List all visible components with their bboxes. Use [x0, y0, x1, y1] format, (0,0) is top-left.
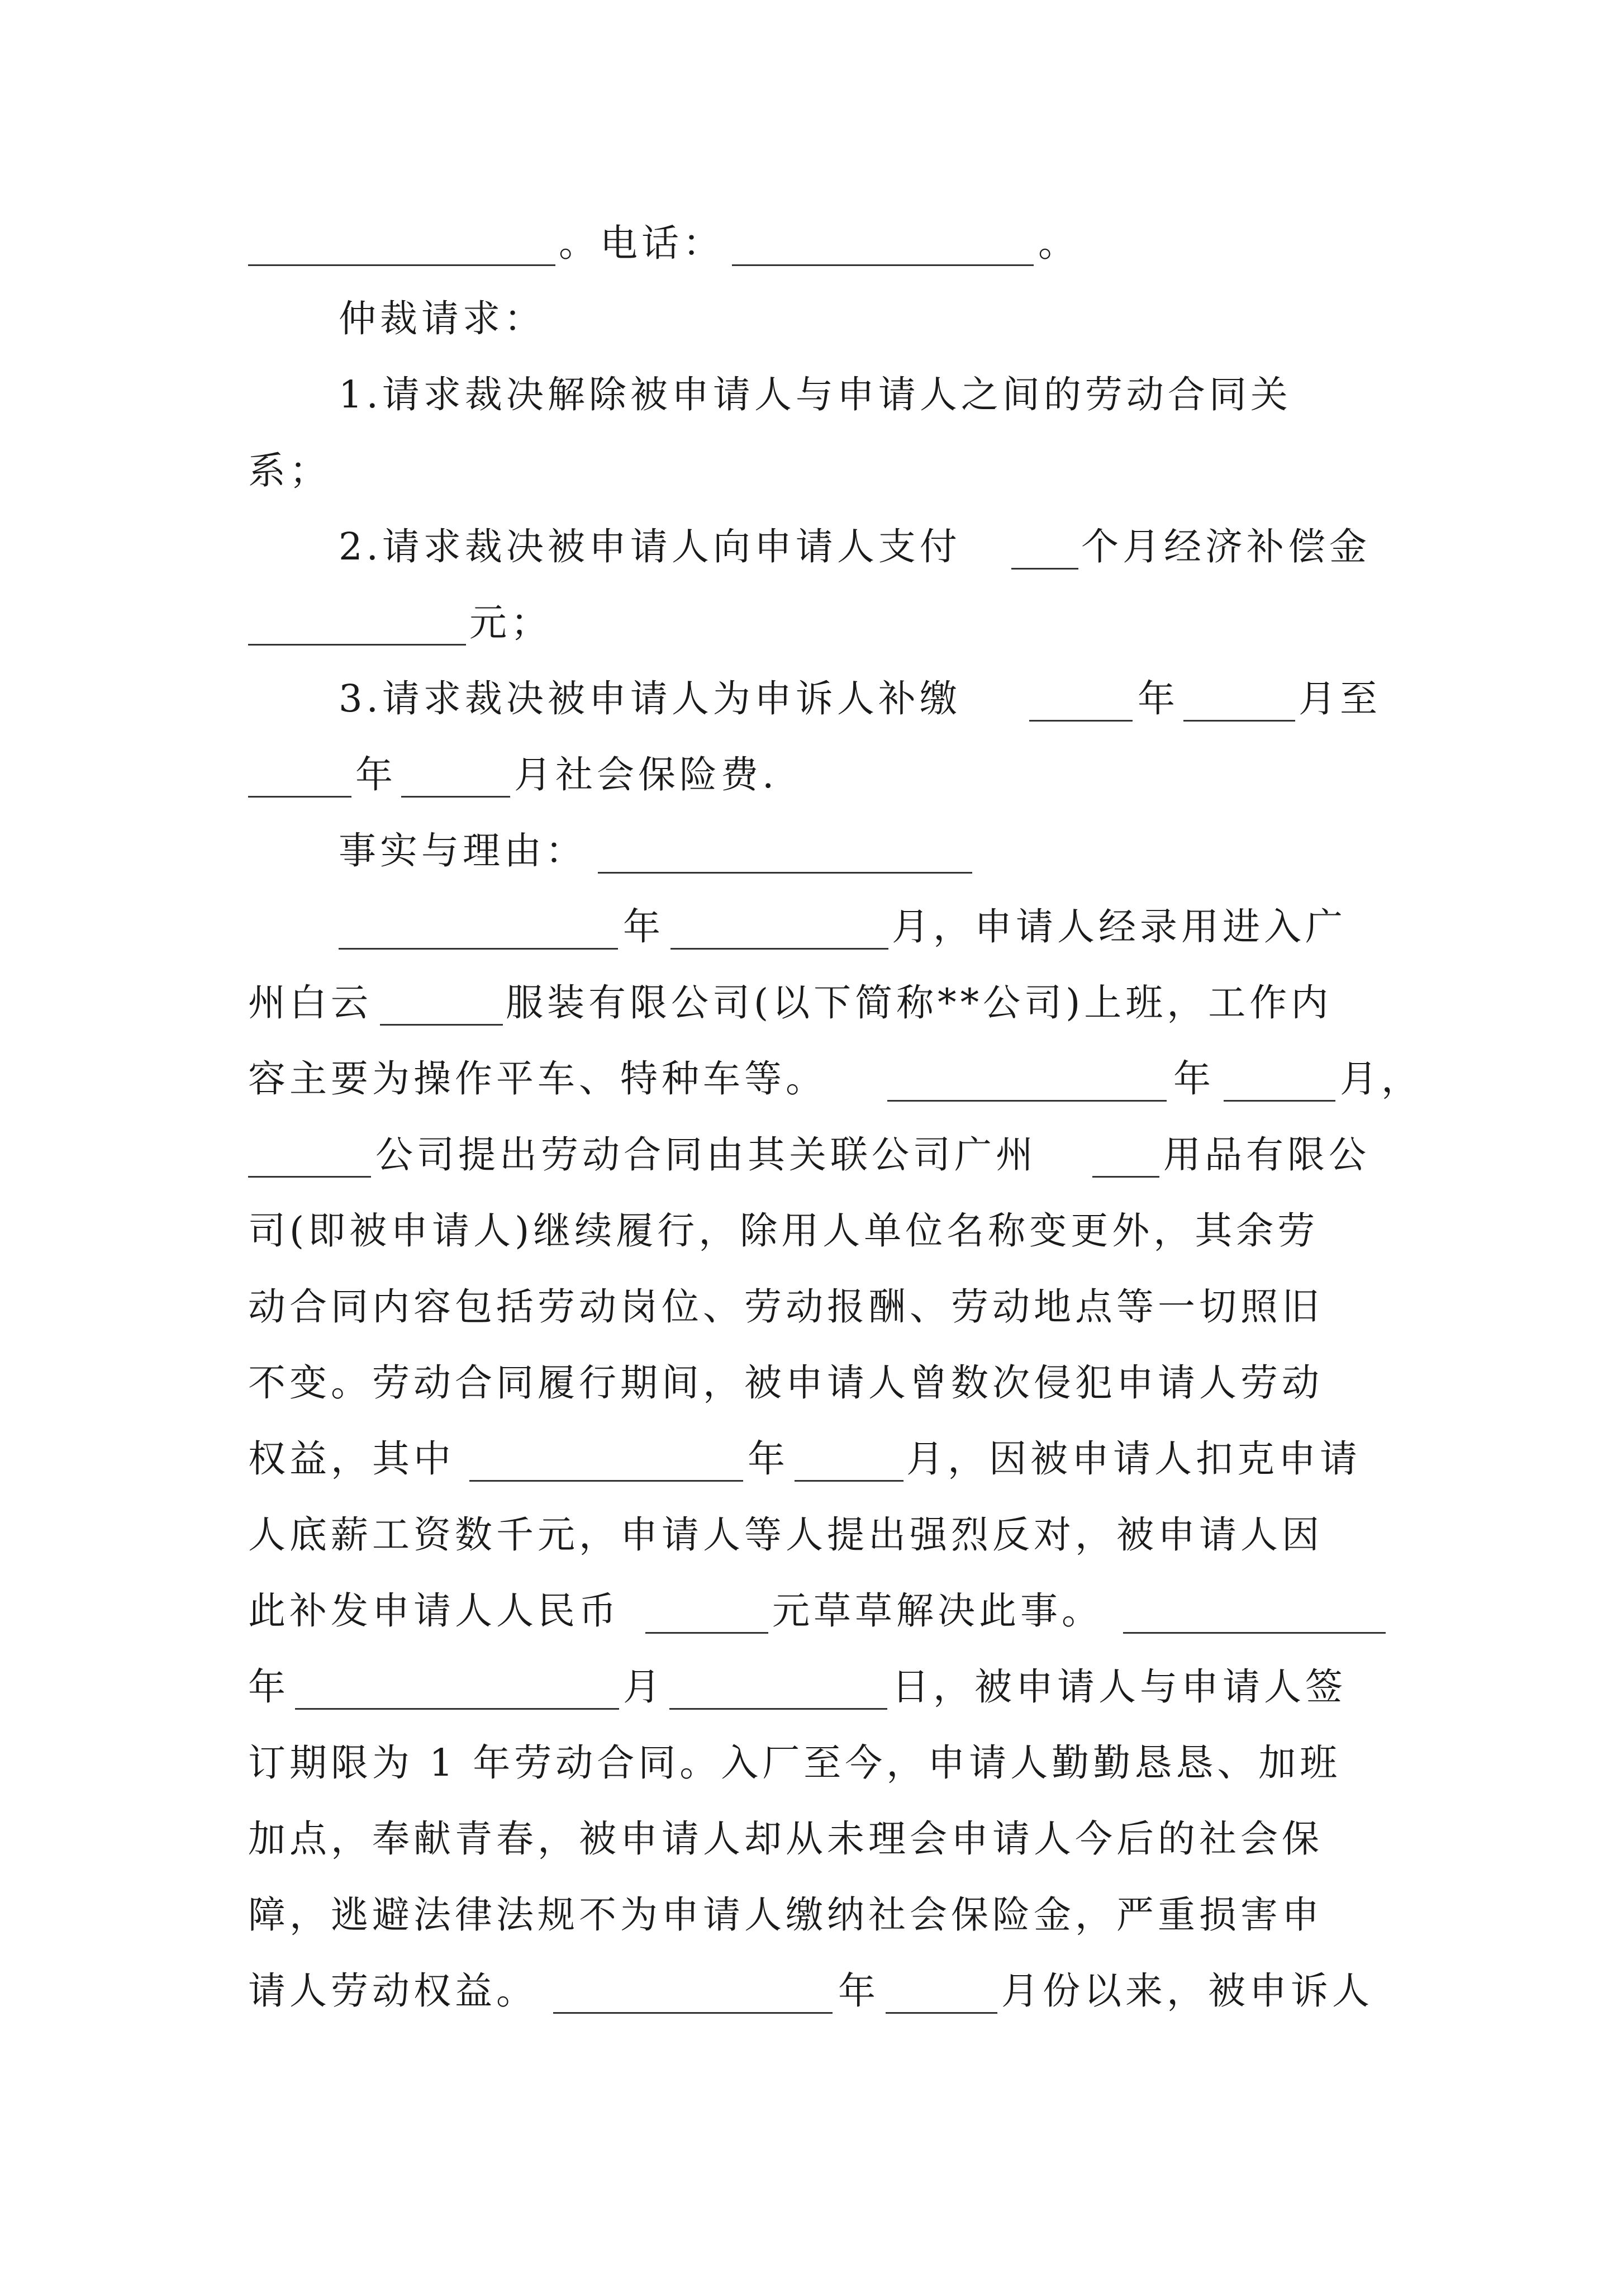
month-blank [795, 1435, 903, 1482]
facts-paragraph-line: 权益，其中 年 月，因被申请人扣克申请 [0, 1435, 1617, 1482]
facts-paragraph-line: 此补发申请人人民币 元草草解决此事。 [0, 1587, 1617, 1634]
year-blank [887, 1055, 1167, 1102]
year-blank [1123, 1587, 1386, 1634]
facts-paragraph-line: 加点，奉献青春，被申请人却从未理会申请人今后的社会保 [248, 1817, 1323, 1861]
facts-blank [598, 827, 972, 874]
claim-1: 1.请求裁决解除被申请人与申请人之间的劳动合同关 [339, 373, 1292, 416]
year-blank [469, 1435, 743, 1482]
facts-paragraph-line: 年 月 日，被申请人与申请人签 [0, 1663, 1617, 1710]
month-blank [1183, 675, 1295, 722]
facts-paragraph-line: 动合同内容包括劳动岗位、劳动报酬、劳动地点等一切照旧 [248, 1285, 1323, 1329]
company-blank [248, 1131, 371, 1178]
facts-paragraph-line: 订期限为 1 年劳动合同。入厂至今，申请人勤勤恳恳、加班 [248, 1741, 1342, 1785]
facts-paragraph-line: 公司提出劳动合同由其关联公司广州 用品有限公 [0, 1131, 1617, 1178]
year-blank [248, 751, 351, 798]
section-heading-facts: 事实与理由： [0, 827, 1617, 874]
year-blank [1029, 675, 1133, 722]
months-blank [1011, 523, 1078, 570]
contact-line [0, 220, 1617, 267]
claim-2-cont: 元； [0, 599, 1617, 646]
company-blank [1092, 1131, 1159, 1178]
facts-paragraph-line: 年 月，申请人经录用进入广 [0, 903, 1617, 950]
facts-paragraph-line: 请人劳动权益。 年 月份以来，被申诉人 [0, 1967, 1617, 2014]
facts-paragraph-line: 容主要为操作平车、特种车等。 年 月， [0, 1055, 1617, 1102]
company-blank [380, 979, 503, 1026]
claim-3-cont: 年 月社会保险费. [0, 751, 1617, 798]
month-blank [295, 1663, 619, 1710]
month-blank [886, 1967, 997, 2014]
month-blank [401, 751, 510, 798]
facts-paragraph-line: 州白云 服装有限公司(以下简称**公司)上班，工作内 [0, 979, 1617, 1026]
year-blank [553, 1967, 833, 2014]
year-blank [339, 903, 618, 950]
facts-paragraph-line: 障，逃避法律法规不为申请人缴纳社会保险金，严重损害申 [248, 1893, 1323, 1937]
facts-paragraph-line: 人底薪工资数千元，申请人等人提出强烈反对，被申请人因 [248, 1513, 1323, 1557]
month-blank [1224, 1055, 1335, 1102]
phone-blank [732, 220, 1034, 266]
phone-label: 。电话： [559, 221, 724, 265]
claim-3: 3.请求裁决被申请人为申诉人补缴 年 月至 [0, 675, 1617, 722]
claim-2: 2.请求裁决被申请人向申请人支付 个月经济补偿金 [0, 523, 1617, 570]
facts-paragraph-line: 不变。劳动合同履行期间，被申请人曾数次侵犯申请人劳动 [248, 1361, 1323, 1405]
period: 。 [1038, 221, 1079, 265]
name-blank [248, 220, 555, 266]
amount-blank [645, 1587, 768, 1634]
month-blank [670, 903, 888, 950]
claim-1-cont: 系； [248, 449, 331, 492]
amount-blank [248, 599, 466, 646]
section-heading-claims: 仲裁请求： [339, 297, 545, 340]
day-blank [669, 1663, 887, 1710]
facts-paragraph-line: 司(即被申请人)继续履行，除用人单位名称变更外，其余劳 [248, 1209, 1319, 1253]
